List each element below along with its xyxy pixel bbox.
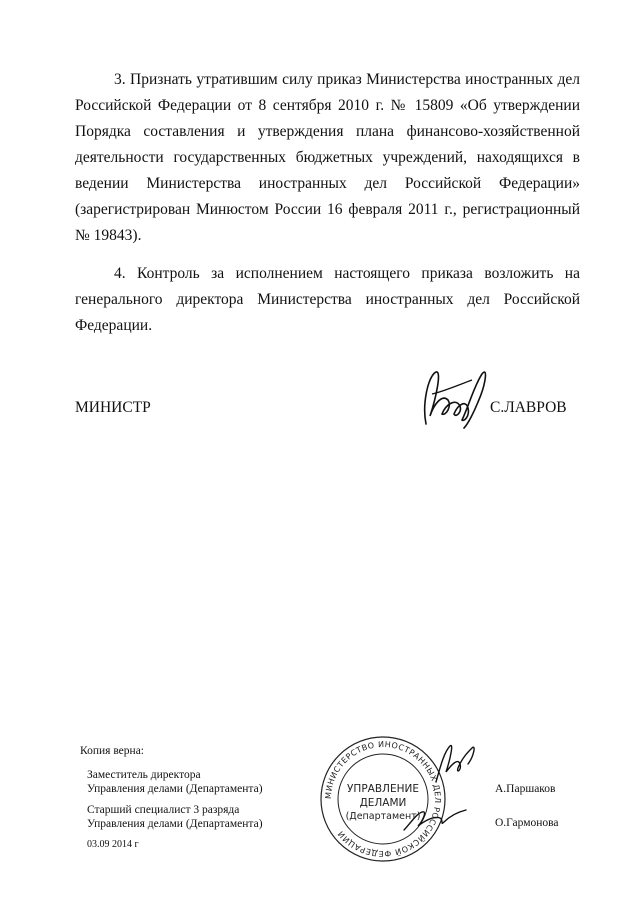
signer-name-parshakov: А.Паршаков	[495, 783, 556, 795]
position-senior-specialist	[87, 803, 263, 831]
seal-line-2: ДЕЛАМИ	[359, 797, 407, 809]
position-deputy-director-line1: Заместитель директора	[87, 769, 201, 781]
copy-certified-heading: Копия верна:	[80, 745, 144, 757]
minister-title: МИНИСТР	[75, 399, 151, 416]
order-item-4: 4. Контроль за исполнением настоящего приказа возложить на генерального директора Министерства иностранных дел Российской Федерации.	[75, 265, 580, 334]
position-deputy-director-line2: Управления делами (Департамента)	[87, 783, 263, 795]
minister-signature	[412, 364, 494, 436]
seal-ring-text: МИНИСТЕРСТВО ИНОСТРАННЫХ ДЕЛ РОССИЙСКОЙ ФЕДЕРАЦИИ	[323, 739, 443, 859]
certification-date: 03.09 2014 г	[87, 839, 139, 850]
seal-line-3: (Департамент)	[345, 811, 421, 822]
position-senior-specialist-line1: Старший специалист 3 разряда	[87, 804, 240, 816]
signer-name-garmonova: О.Гармонова	[495, 817, 559, 829]
order-item-3: 3. Признать утратившим силу приказ Министерства иностранных дел Российской Федерации от 8 сентября 2010 г. № 15809 «Об утверждении Порядка составления и утверждения плана финансово-хозяйственной деятельности государственных бюджетных учреждений, находящихся в ведении Министерства иностранных дел Российской Федерации» (зарегистрирован Минюстом России 16 февраля 2011 г., регистрационный № 19843).	[75, 71, 580, 244]
garmonova-signature	[400, 800, 470, 836]
parshakov-signature	[428, 738, 488, 788]
seal-line-1: УПРАВЛЕНИЕ	[347, 783, 419, 795]
position-deputy-director	[87, 768, 263, 796]
minister-name: С.ЛАВРОВ	[490, 399, 567, 416]
position-senior-specialist-line2: Управления делами (Департамента)	[87, 818, 263, 830]
